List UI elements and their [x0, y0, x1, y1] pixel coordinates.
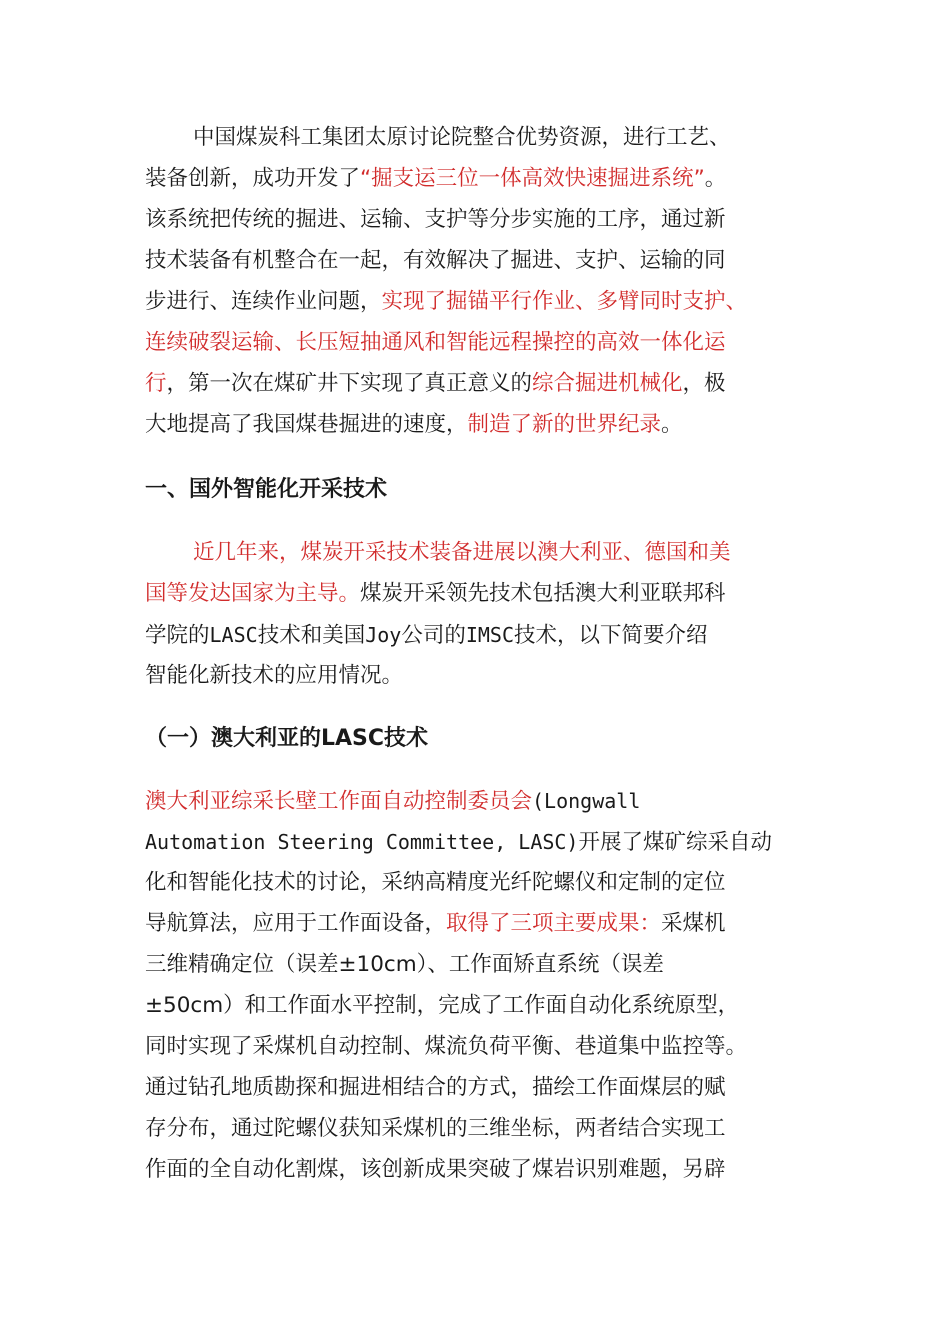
paragraph-1-line-7: 行，第一次在煤矿井下实现了真正意义的综合掘进机械化，极 [145, 371, 726, 396]
highlight-three-results: 取得了三项主要成果： [446, 911, 662, 936]
paragraph-1-line-4: 技术装备有机整合在一起，有效解决了掘进、支护、运输的同 [145, 248, 726, 273]
paragraph-1-line-3: 该系统把传统的掘进、运输、支护等分步实施的工序，通过新 [145, 207, 726, 232]
highlight-world-record: 制造了新的世界纪录 [467, 412, 662, 437]
paragraph-1-line-8: 大地提高了我国煤巷掘进的速度，制造了新的世界纪录。 [145, 412, 683, 437]
paragraph-2-line-3: 学院的LASC技术和美国Joy公司的IMSC技术，以下简要介绍 [145, 623, 708, 648]
paragraph-1-line-2: 装备创新，成功开发了“掘支运三位一体高效快速掘进系统”。 [145, 166, 727, 191]
highlight-lasc-committee: 澳大利亚综采长壁工作面自动控制委员会 [145, 789, 533, 814]
paragraph-1-line-6: 连续破裂运输、长压短抽通风和智能远程操控的高效一体化运 [145, 330, 726, 355]
highlight-system-name: “掘支运三位一体高效快速掘进系统” [360, 166, 705, 191]
paragraph-1-line-5: 步进行、连续作业问题，实现了掘锚平行作业、多臂同时支护、 [145, 289, 748, 314]
paragraph-2-line-2: 国等发达国家为主导。煤炭开采领先技术包括澳大利亚联邦科 [145, 581, 726, 606]
section-heading-2: （一）澳大利亚的LASC技术 [145, 726, 429, 751]
highlight-mechanization: 综合掘进机械化 [532, 371, 683, 396]
paragraph-3-line-8: 通过钻孔地质勘探和掘进相结合的方式，描绘工作面煤层的赋 [145, 1075, 726, 1100]
paragraph-1-line-1: 中国煤炭科工集团太原讨论院整合优势资源，进行工艺、 [193, 125, 731, 150]
paragraph-2-line-4: 智能化新技术的应用情况。 [145, 663, 404, 688]
paragraph-3-line-1: 澳大利亚综采长壁工作面自动控制委员会(Longwall [145, 789, 641, 814]
paragraph-3-line-3: 化和智能化技术的讨论，采纳高精度光纤陀螺仪和定制的定位 [145, 870, 726, 895]
paragraph-3-line-10: 作面的全自动化割煤，该创新成果突破了煤岩识别难题，另辟 [145, 1157, 726, 1182]
paragraph-3-line-5: 三维精确定位（误差±10cm）、工作面矫直系统（误差 [145, 952, 664, 977]
paragraph-3-line-2: Automation Steering Committee, LASC)开展了煤矿综采自动 [145, 830, 772, 855]
paragraph-3-line-9: 存分布，通过陀螺仪获知采煤机的三维坐标，两者结合实现工 [145, 1116, 726, 1141]
paragraph-3-line-6: ±50cm）和工作面水平控制，完成了工作面自动化系统原型， [145, 993, 740, 1018]
paragraph-3-line-7: 同时实现了采煤机自动控制、煤流负荷平衡、巷道集中监控等。 [145, 1034, 748, 1059]
paragraph-2-line-1: 近几年来，煤炭开采技术装备进展以澳大利亚、德国和美 [193, 540, 731, 565]
section-heading-1: 一、国外智能化开采技术 [145, 477, 388, 502]
highlight-achievements: 实现了掘锚平行作业、多臂同时支护、 [381, 289, 748, 314]
paragraph-3-line-4: 导航算法，应用于工作面设备，取得了三项主要成果：采煤机 [145, 911, 726, 936]
